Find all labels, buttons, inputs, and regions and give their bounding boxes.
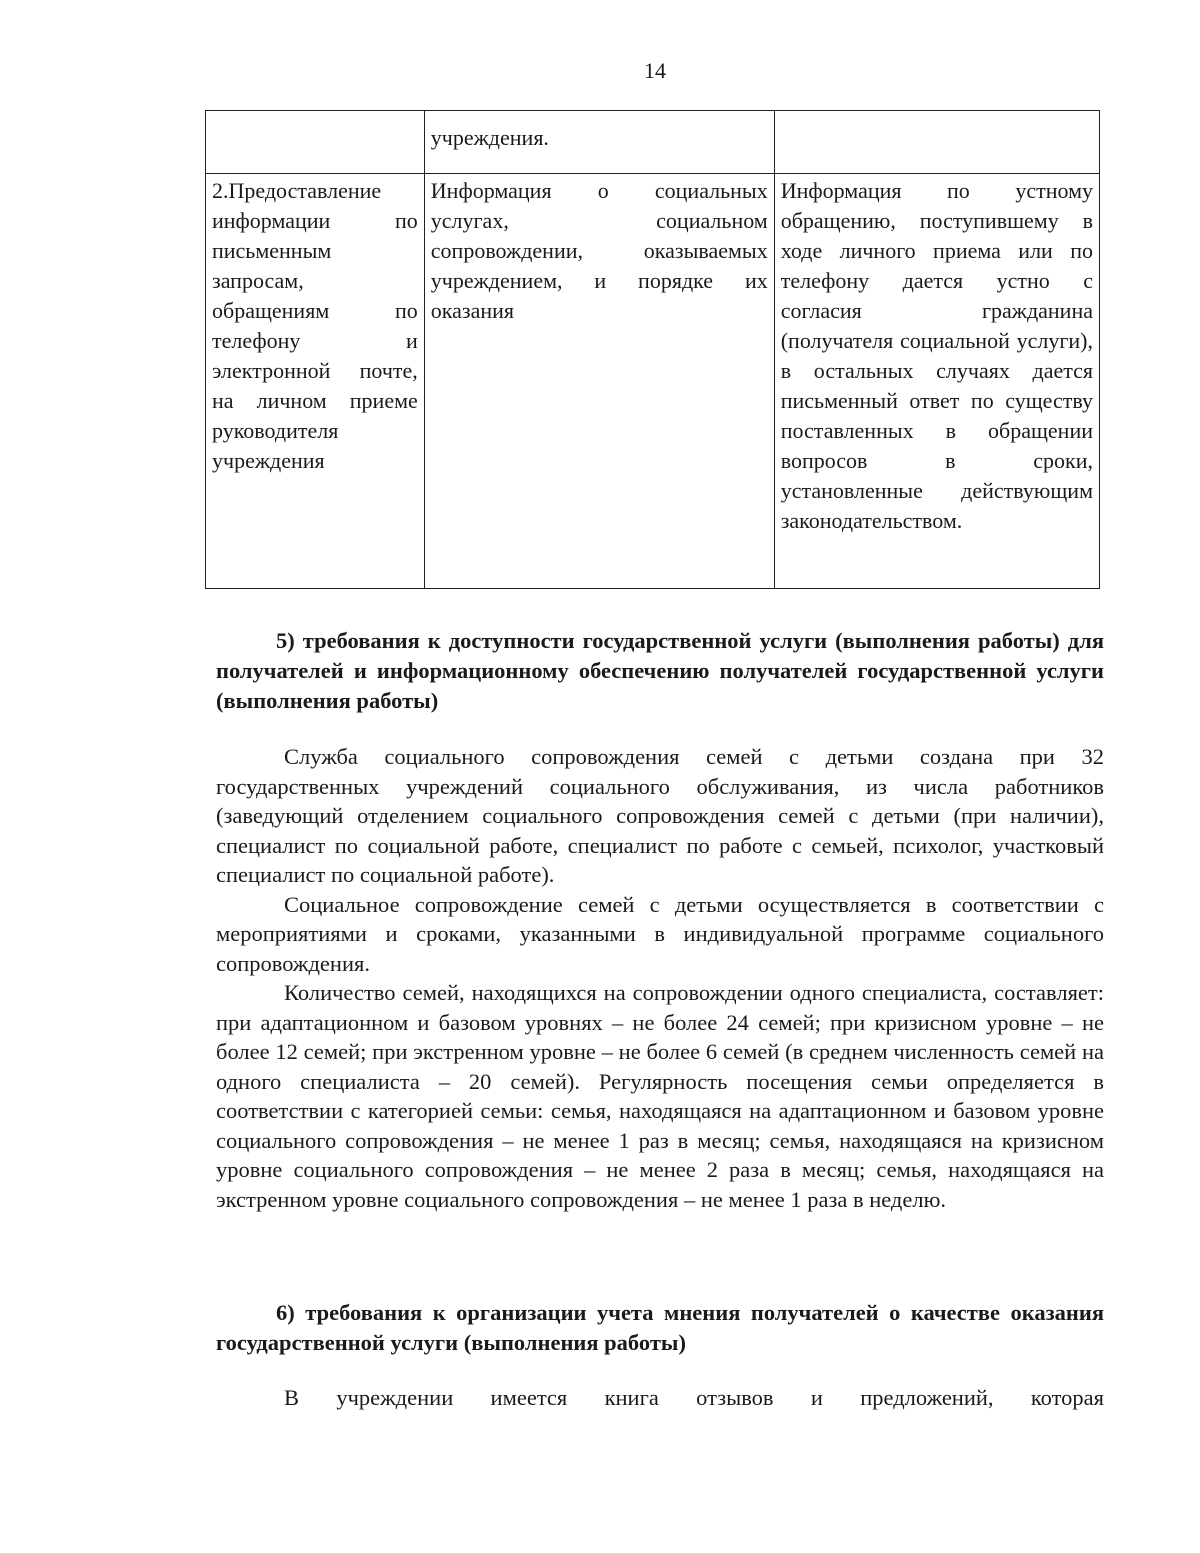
table-cell: Информация по устному обращению, поступившему в ходе личного приема или по телефону дается устно с согласия гражданина (получателя социальной услуги), в остальных случаях дается письменный ответ по существу поставленных в обращении вопросов в сроки, установленные действующим законодательством. — [774, 174, 1099, 589]
section-6 — [216, 1298, 1104, 1358]
table-cell — [206, 111, 425, 174]
section-6-body — [216, 1383, 1104, 1413]
section-6-heading: 6) требования к организации учета мнения получателей о качестве оказания государственной услуги (выполнения работы) — [216, 1300, 1104, 1355]
paragraph: В учреждении имеется книга отзывов и предложений, которая — [284, 1385, 1104, 1410]
table-cell — [774, 111, 1099, 174]
table-row — [206, 111, 1100, 174]
page-number: 14 — [644, 58, 666, 83]
paragraph: Социальное сопровождение семей с детьми осуществляется в соответствии с мероприятиями и сроками, указанными в индивидуальной программе социального сопровождения. — [216, 891, 1104, 976]
services-table — [205, 110, 1100, 589]
table-row — [206, 174, 1100, 589]
table-cell: учреждения. — [424, 111, 774, 174]
section-5-heading: 5) требования к доступности государственной услуги (выполнения работы) для получателей и информационному обеспечению получателей государственной услуги (выполнения работы) — [216, 628, 1104, 713]
paragraph: Количество семей, находящихся на сопровождении одного специалиста, составляет: при адаптационном и базовом уровнях – не более 24 семей; при кризисном уровне – не более 12 семей; при экстренном уровне – не более 6 семей (в среднем численность семей на одного специалиста – 20 семей). Регулярность посещения семьи определяется в соответствии с категорией семьи: семья, находящаяся на адаптационном и базовом уровне социального сопровождения – не менее 1 раз в месяц; семья, находящаяся на кризисном уровне социального сопровождения – не менее 2 раза в месяц; семья, находящаяся на экстренном уровне социального сопровождения – не менее 1 раза в неделю. — [216, 980, 1104, 1212]
section-5 — [216, 626, 1104, 716]
paragraph: Служба социального сопровождения семей с детьми создана при 32 государственных учреждений социального обслуживания, из числа работников (заведующий отделением социального сопровождения семей с детьми (при наличии), специалист по социальной работе, специалист по работе с семьей, психолог, участковый специалист по социальной работе). — [216, 744, 1104, 887]
table-cell: Информация о социальных услугах, социальном сопровождении, оказываемых учреждением, и порядке их оказания — [424, 174, 774, 589]
table-cell: 2.Предоставление информации по письменным запросам, обращениям по телефону и электронной почте, на личном приеме руководителя учреждения — [206, 174, 425, 589]
section-5-body — [216, 742, 1104, 1214]
